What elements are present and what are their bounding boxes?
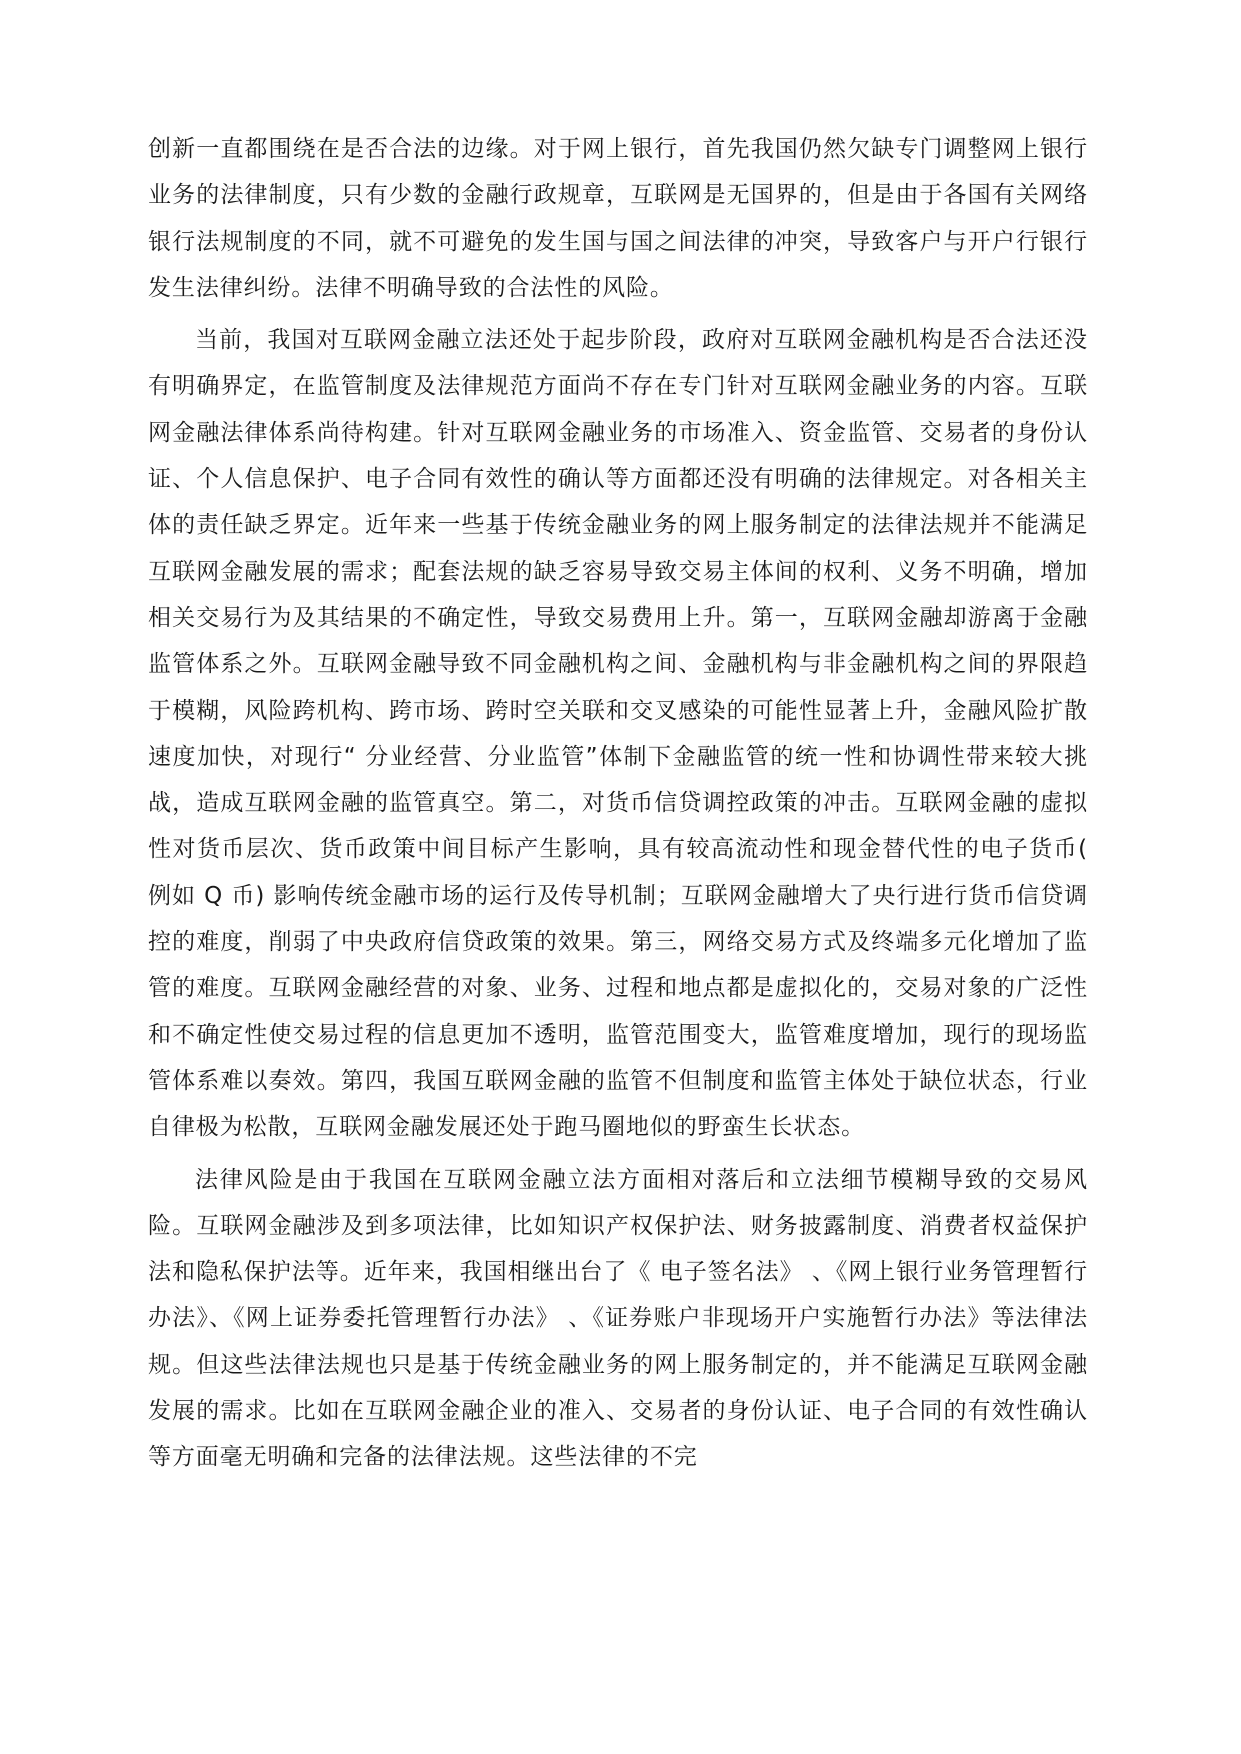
paragraph-continued: 创新一直都围绕在是否合法的边缘。对于网上银行，首先我国仍然欠缺专门调整网上银行业务的法律制度，只有少数的金融行政规章，互联网是无国界的，但是由于各国有关网络银行法规制度的不同，就不可避免的发生国与国之间法律的冲突，导致客户与开户行银行发生法律纠纷。法律不明确导致的合法性的风险。	[148, 136, 1088, 301]
paragraph-legal-risk: 法律风险是由于我国在互联网金融立法方面相对落后和立法细节模糊导致的交易风险。互联网金融涉及到多项法律，比如知识产权保护法、财务披露制度、消费者权益保护法和隐私保护法等。近年来，我国相继出台了《 电子签名法》 、《网上银行业务管理暂行办法》、《网上证券委托管理暂行办法》 、《证券账户非现场开户实施暂行办法》等法律法规。但这些法律法规也只是基于传统金融业务的网上服务制定的，并不能满足互联网金融发展的需求。比如在互联网金融企业的准入、交易者的身份认证、电子合同的有效性确认等方面毫无明确和完备的法律法规。这些法律的不完	[148, 1166, 1088, 1471]
body-text	[148, 126, 1088, 1481]
paragraph-regulation-status: 当前，我国对互联网金融立法还处于起步阶段，政府对互联网金融机构是否合法还没有明确界定，在监管制度及法律规范方面尚不存在专门针对互联网金融业务的内容。互联网金融法律体系尚待构建。针对互联网金融业务的市场准入、资金监管、交易者的身份认证、个人信息保护、电子合同有效性的确认等方面都还没有明确的法律规定。对各相关主体的责任缺乏界定。近年来一些基于传统金融业务的网上服务制定的法律法规并不能满足互联网金融发展的需求；配套法规的缺乏容易导致交易主体间的权利、义务不明确，增加相关交易行为及其结果的不确定性，导致交易费用上升。第一，互联网金融却游离于金融监管体系之外。互联网金融导致不同金融机构之间、金融机构与非金融机构之间的界限趋于模糊，风险跨机构、跨市场、跨时空关联和交叉感染的可能性显著上升，金融风险扩散速度加快，对现行“ 分业经营、分业监管”体制下金融监管的统一性和协调性带来较大挑战，造成互联网金融的监管真空。第二，对货币信贷调控政策的冲击。互联网金融的虚拟性对货币层次、货币政策中间目标产生影响，具有较高流动性和现金替代性的电子货币( 例如 Q 币) 影响传统金融市场的运行及传导机制；互联网金融增大了央行进行货币信贷调控的难度，削弱了中央政府信贷政策的效果。第三，网络交易方式及终端多元化增加了监管的难度。互联网金融经营的对象、业务、过程和地点都是虚拟化的，交易对象的广泛性和不确定性使交易过程的信息更加不透明，监管范围变大，监管难度增加，现行的现场监管体系难以奏效。第四，我国互联网金融的监管不但制度和监管主体处于缺位状态，行业自律极为松散，互联网金融发展还处于跑马圈地似的野蛮生长状态。	[148, 327, 1088, 1141]
